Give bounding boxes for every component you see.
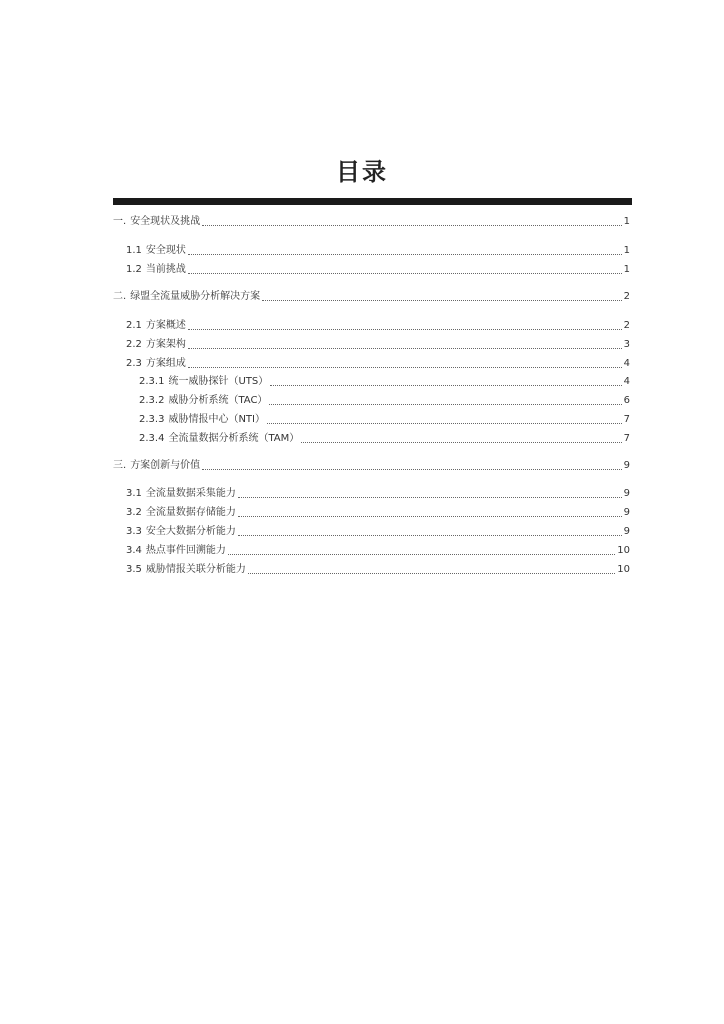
toc-page-number: 10: [617, 564, 630, 575]
toc-entry-number: 3.2: [126, 507, 142, 518]
toc-entry-text: 全流量数据分析系统（TAM）: [168, 433, 300, 444]
title-rule: [113, 198, 632, 205]
toc-entry-label: [126, 563, 246, 577]
toc-leader-dots: [188, 328, 622, 330]
toc-entry[interactable]: [113, 371, 630, 389]
toc-entry[interactable]: [113, 211, 630, 229]
toc-entry-number: 3.1: [126, 488, 142, 499]
toc-page-number: 7: [623, 433, 630, 444]
toc-entry-label: [113, 459, 200, 473]
toc-leader-dots: [262, 299, 621, 301]
toc-entry-number: 二.: [113, 291, 127, 302]
toc-entry-label: [126, 525, 236, 539]
toc-entry-label: [126, 338, 186, 352]
toc-entry-number: 1.2: [126, 264, 142, 275]
toc-entry-number: 3.5: [126, 564, 142, 575]
toc-entry[interactable]: [113, 540, 630, 558]
toc-entry-number: 一.: [113, 216, 127, 227]
toc-entry-text: 安全现状: [145, 245, 186, 256]
toc-leader-dots: [188, 347, 622, 349]
toc-entry-label: [139, 413, 265, 427]
toc-leader-dots: [202, 224, 621, 226]
toc-entry-number: 2.1: [126, 320, 142, 331]
toc-entry[interactable]: [113, 315, 630, 333]
toc-leader-dots: [248, 572, 615, 574]
toc-entry-text: 热点事件回溯能力: [145, 545, 226, 556]
toc-entry[interactable]: [113, 502, 630, 520]
toc-leader-dots: [238, 515, 622, 517]
toc-entry-number: 3.3: [126, 526, 142, 537]
toc-entry[interactable]: [113, 483, 630, 501]
toc-entry-number: 三.: [113, 460, 127, 471]
toc-page-number: 1: [623, 245, 630, 256]
toc-entry-number: 2.2: [126, 339, 142, 350]
toc-entry[interactable]: [113, 428, 630, 446]
toc-entry-number: 3.4: [126, 545, 142, 556]
toc-leader-dots: [238, 534, 622, 536]
toc-page-number: 3: [623, 339, 630, 350]
toc-page-number: 10: [617, 545, 630, 556]
toc-entry-text: 方案架构: [145, 339, 186, 350]
toc-leader-dots: [301, 441, 621, 443]
toc-entry[interactable]: [113, 521, 630, 539]
toc-entry-label: [126, 544, 226, 558]
toc-leader-dots: [188, 253, 622, 255]
toc-entry-number: 2.3.1: [139, 376, 165, 387]
toc-entry-text: 威胁情报关联分析能力: [145, 564, 246, 575]
toc-entry-label: [126, 263, 186, 277]
toc-entry-label: [126, 319, 186, 333]
toc-page-number: 4: [623, 376, 630, 387]
toc-entry-text: 方案概述: [145, 320, 186, 331]
toc-page-number: 2: [623, 320, 630, 331]
toc-entry-number: 2.3.4: [139, 433, 165, 444]
toc-entry[interactable]: [113, 334, 630, 352]
toc-entry-text: 绿盟全流量威胁分析解决方案: [130, 291, 261, 302]
toc-entry-number: 1.1: [126, 245, 142, 256]
toc-entry-label: [139, 394, 267, 408]
toc-entry[interactable]: [113, 286, 630, 304]
toc-entry-label: [139, 432, 299, 446]
toc-entry[interactable]: [113, 259, 630, 277]
toc-page-number: 7: [623, 414, 630, 425]
toc-entry[interactable]: [113, 353, 630, 371]
toc-page-number: 9: [623, 488, 630, 499]
toc-entry-label: [113, 215, 200, 229]
toc-entry-label: [139, 375, 268, 389]
toc-entry[interactable]: [113, 390, 630, 408]
toc-leader-dots: [202, 468, 621, 470]
toc-entry-text: 威胁情报中心（NTI）: [168, 414, 265, 425]
toc-entry-label: [113, 290, 260, 304]
toc-entry-text: 全流量数据采集能力: [145, 488, 236, 499]
toc-entry-number: 2.3: [126, 358, 142, 369]
toc-page-number: 9: [623, 507, 630, 518]
toc-page-number: 4: [623, 358, 630, 369]
toc-leader-dots: [188, 366, 622, 368]
toc-entry-text: 当前挑战: [145, 264, 186, 275]
toc-entry-label: [126, 244, 186, 258]
page-title: 目录: [336, 158, 388, 186]
toc-leader-dots: [238, 496, 622, 498]
toc-entry[interactable]: [113, 559, 630, 577]
toc-entry-text: 统一威胁探针（UTS）: [168, 376, 269, 387]
toc-entry-text: 安全现状及挑战: [130, 216, 201, 227]
toc-entry-number: 2.3.3: [139, 414, 165, 425]
toc-page-number: 6: [623, 395, 630, 406]
toc-leader-dots: [267, 422, 622, 424]
toc-page-number: 1: [623, 216, 630, 227]
toc-entry-text: 方案组成: [145, 358, 186, 369]
toc-leader-dots: [269, 403, 621, 405]
toc-entry-text: 全流量数据存储能力: [145, 507, 236, 518]
toc-entry-text: 威胁分析系统（TAC）: [168, 395, 268, 406]
toc-entry-text: 安全大数据分析能力: [145, 526, 236, 537]
toc-page-number: 9: [623, 526, 630, 537]
toc-page-number: 1: [623, 264, 630, 275]
toc-leader-dots: [188, 272, 622, 274]
toc-entry-label: [126, 506, 236, 520]
toc-entry-label: [126, 357, 186, 371]
toc-entry-text: 方案创新与价值: [130, 460, 201, 471]
toc-page-number: 2: [623, 291, 630, 302]
toc-leader-dots: [228, 553, 615, 555]
toc-entry[interactable]: [113, 455, 630, 473]
toc-leader-dots: [270, 384, 621, 386]
toc-entry-number: 2.3.2: [139, 395, 165, 406]
toc-page-number: 9: [623, 460, 630, 471]
toc-entry[interactable]: [113, 240, 630, 258]
toc-entry[interactable]: [113, 409, 630, 427]
toc-entry-label: [126, 487, 236, 501]
